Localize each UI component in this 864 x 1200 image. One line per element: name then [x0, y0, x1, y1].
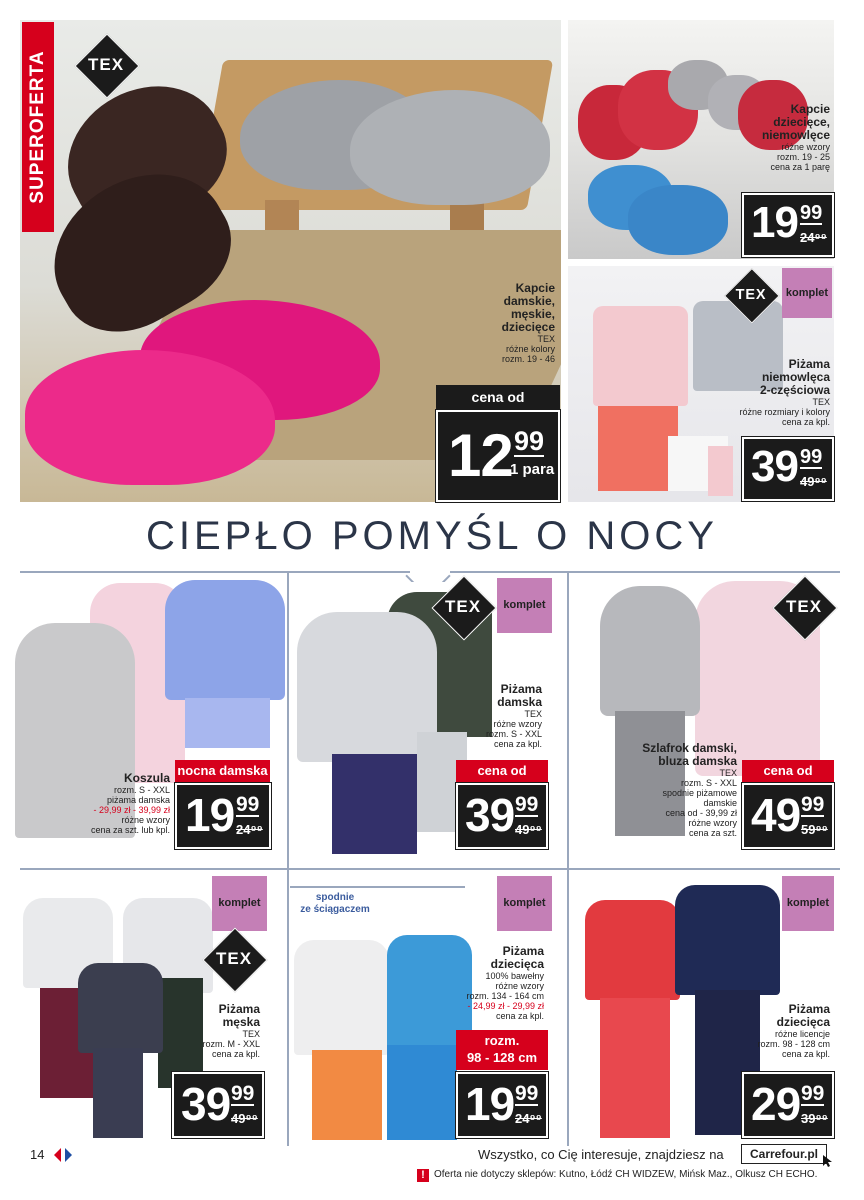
- price-cents: 99: [801, 1082, 825, 1105]
- footer-note: Oferta nie dotyczy sklepów: Kutno, Łódź CH WIDZEW, Mińsk Maz., Olkusz CH ECHO.: [434, 1169, 818, 1180]
- baby-slippers-price-box: [742, 193, 834, 257]
- grid-divider: [287, 571, 289, 1146]
- price-main: 19: [465, 1078, 515, 1130]
- old-price: 49⁹⁹: [231, 1111, 258, 1126]
- tex-badge: TEX: [432, 576, 494, 638]
- women-pajama-description: Piżama damska TEX różne wzory rozm. S - XXL cena za kpl.: [485, 682, 542, 749]
- old-price: 49⁹⁹: [515, 822, 542, 837]
- coral-pants: [598, 406, 678, 491]
- price-cents: 99: [515, 793, 539, 816]
- orange-pants: [312, 1050, 382, 1140]
- slippers-price-label: cena od: [436, 385, 560, 409]
- grid-divider: [450, 571, 840, 573]
- price-cents: 99: [515, 1082, 539, 1105]
- price-main: 39: [181, 1078, 231, 1130]
- komplet-badge: komplet: [782, 876, 834, 931]
- blue-shorts: [185, 698, 270, 748]
- pink-top: [593, 306, 688, 406]
- grey-hoodie: [600, 586, 700, 716]
- blue-slipper: [628, 185, 728, 255]
- kids-pajama-description: Piżama dziecięca 100% bawełny różne wzory rozm. 134 - 164 cm - 24,99 zł - 29,99 zł cena za kpl.: [466, 944, 544, 1021]
- price-cents: 99: [231, 1082, 255, 1105]
- grey-sweater: [297, 612, 437, 762]
- komplet-badge: komplet: [782, 268, 832, 318]
- price-cents: 99: [514, 426, 545, 456]
- price-main: 39: [751, 442, 798, 491]
- grid-divider: [20, 571, 290, 573]
- komplet-badge: komplet: [497, 876, 552, 931]
- robe-price-box: [742, 783, 834, 849]
- old-price: 24⁹⁹: [800, 230, 827, 245]
- old-price: 59⁹⁹: [801, 822, 828, 837]
- kids-pajama-photo: [292, 930, 477, 1140]
- nightgown-description: Koszula rozm. S - XXL piżama damska - 29,99 zł - 39,99 zł różne wzory cena za szt. lub kpl.: [90, 771, 170, 835]
- pink-pants: [708, 446, 733, 496]
- callout-bracket: [290, 886, 465, 888]
- superoferta-banner: [22, 22, 54, 232]
- price-unit: 1 para: [510, 461, 555, 478]
- price-main: 12: [448, 422, 513, 489]
- carrefour-logo-icon: [52, 1147, 74, 1163]
- men-pajama-price-box: [172, 1072, 264, 1138]
- kids-pajama-price-box: [456, 1072, 548, 1138]
- men-pajama-description: Piżama męska TEX rozm. M - XXL cena za kpl.: [202, 1002, 260, 1059]
- blue-tshirt: [165, 580, 285, 700]
- price-main: 49: [751, 789, 801, 841]
- pink-slipper: [25, 350, 275, 485]
- tex-badge: TEX: [725, 269, 778, 322]
- price-main: 29: [751, 1078, 801, 1130]
- nightgown-price-box: [175, 783, 271, 849]
- price-main: 39: [465, 789, 515, 841]
- grid-divider: [20, 868, 840, 870]
- old-price: 24⁹⁹: [236, 822, 263, 837]
- carrefour-site-link[interactable]: Carrefour.pl: [741, 1144, 827, 1164]
- warning-icon: !: [417, 1169, 429, 1182]
- grid-divider: [290, 571, 410, 573]
- red-top: [585, 900, 680, 1000]
- robe-description: Szlafrok damski, bluza damska TEX rozm. S - XXL spodnie piżamowe damskie cena od - 39,99 zł różne wzory cena za szt.: [642, 741, 737, 838]
- pants-callout: spodnie ze ściągaczem: [300, 892, 370, 915]
- komplet-badge: komplet: [497, 578, 552, 633]
- blue-pants: [387, 1045, 457, 1140]
- tex-badge: TEX: [203, 928, 265, 990]
- komplet-badge: komplet: [212, 876, 267, 931]
- nightgown-price-label: nocna damska: [175, 760, 270, 782]
- footer-tagline: Wszystko, co Cię interesuje, znajdziesz na: [478, 1147, 724, 1162]
- slippers-price-box: [436, 410, 560, 502]
- price-main: 19: [185, 789, 235, 841]
- navy-pants: [93, 1048, 143, 1138]
- navy-top: [675, 885, 780, 995]
- grey-slipper: [350, 90, 550, 205]
- red-pants: [600, 998, 670, 1138]
- women-pajama-price-label: cena od: [456, 760, 548, 782]
- price-cents: 99: [800, 202, 823, 224]
- white-top: [294, 940, 389, 1055]
- kids-pajama-size-label: rozm. 98 - 128 cm: [456, 1030, 548, 1070]
- licensed-pajama-description: Piżama dziecięca różne licencje rozm. 98 - 128 cm cena za kpl.: [757, 1002, 830, 1059]
- old-price: 49⁹⁹: [800, 474, 827, 489]
- tex-badge: TEX: [75, 34, 137, 96]
- cursor-icon: [822, 1154, 834, 1168]
- page-number: 14: [30, 1147, 45, 1162]
- baby-pajama-description: Piżama niemowlęca 2-częściowa TEX różne rozmiary i kolory cena za kpl.: [739, 357, 830, 427]
- price-cents: 99: [236, 793, 260, 816]
- superoferta-text: SUPEROFERTA: [27, 50, 48, 204]
- navy-pants: [332, 754, 417, 854]
- navy-top: [78, 963, 163, 1053]
- women-pajama-price-box: [456, 783, 548, 849]
- tex-badge: TEX: [773, 576, 835, 638]
- old-price: 39⁹⁹: [801, 1111, 828, 1126]
- price-cents: 99: [800, 446, 823, 468]
- robe-price-label: cena od: [742, 760, 834, 782]
- baby-slippers-description: Kapcie dziecięce, niemowlęce różne wzory rozm. 19 - 25 cena za 1 parę: [761, 102, 830, 172]
- licensed-pajama-price-box: [742, 1072, 834, 1138]
- grid-divider: [567, 571, 569, 1146]
- price-main: 19: [751, 198, 798, 247]
- page-title: CIEPŁO POMYŚL O NOCY: [146, 514, 718, 558]
- baby-pajama-price-box: [742, 437, 834, 501]
- old-price: 24⁹⁹: [515, 1111, 542, 1126]
- price-cents: 99: [801, 793, 825, 816]
- slippers-description: Kapcie damskie, męskie, dziecięce TEX różne kolory rozm. 19 - 46: [501, 281, 555, 364]
